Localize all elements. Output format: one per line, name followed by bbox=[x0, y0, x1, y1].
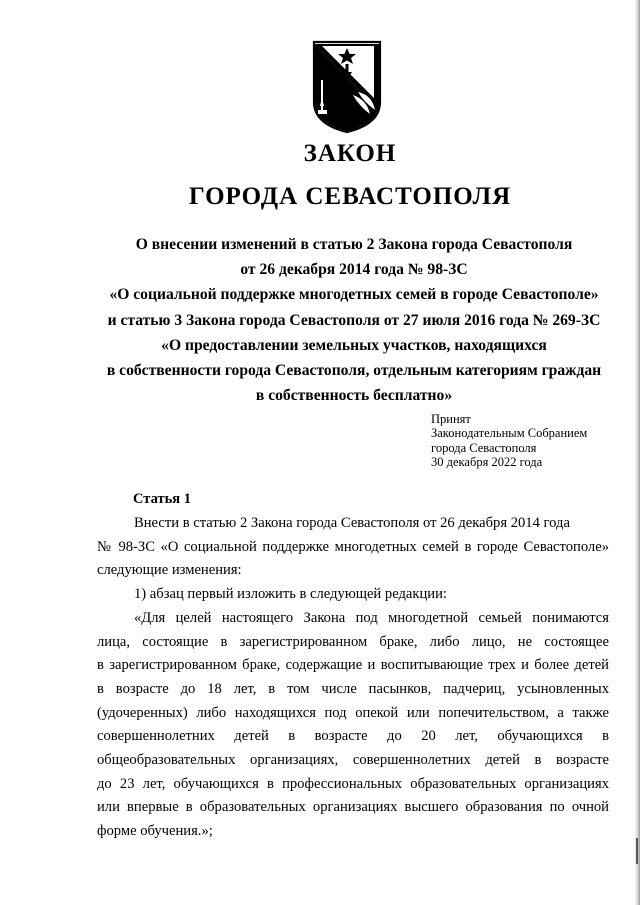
subject-line: О внесении изменений в статью 2 Закона города Севастополя bbox=[135, 236, 573, 253]
body-line: форме обучения.»; bbox=[97, 823, 213, 840]
body-line: Внести в статью 2 Закона города Севастополя от 26 декабря 2014 года bbox=[134, 515, 570, 531]
body-line: совершеннолетних детей в возрасте до 20 лет, обучающихся в bbox=[97, 728, 609, 745]
subject-line: в собственности города Севастополя, отдельным категориям граждан bbox=[106, 362, 602, 380]
body-line: лица, состоящие в зарегистрированном браке, либо лицо, не состоящее bbox=[97, 633, 609, 650]
document-subtitle: ГОРОДА СЕВАСТОПОЛЯ bbox=[188, 183, 512, 210]
article-body bbox=[97, 512, 609, 844]
subject-line: «О социальной поддержке многодетных семей в городе Севастополе» bbox=[109, 286, 599, 304]
body-line: общеобразовательных организациях, совершеннолетних детей в возрасте bbox=[97, 752, 609, 769]
article-heading: Статья 1 bbox=[133, 491, 191, 507]
body-line: или впервые в образовательных организациях высшего образования по очной bbox=[97, 799, 609, 816]
subject-line: «О предоставлении земельных участков, находящихся bbox=[161, 336, 547, 354]
body-line: в возрасте до 18 лет, в том числе пасынков, падчериц, усыновленных bbox=[97, 680, 609, 697]
subject-line: и статью 3 Закона города Севастополя от 27 июля 2016 года № 269-ЗС bbox=[107, 311, 601, 329]
body-line: до 23 лет, обучающихся в профессиональных образовательных организациях bbox=[97, 775, 609, 792]
body-line: (удочеренных) либо находящихся под опекой или попечительством, а также bbox=[97, 704, 609, 721]
body-line: следующие изменения: bbox=[97, 562, 242, 579]
scan-edge bbox=[634, 0, 640, 905]
adoption-date: 30 декабря 2022 года bbox=[431, 454, 543, 469]
subject-line: от 26 декабря 2014 года № 98-ЗС bbox=[240, 261, 468, 279]
document-title: ЗАКОН bbox=[303, 140, 397, 167]
adoption-line: Законодательным Собранием bbox=[431, 426, 588, 441]
body-line: № 98-ЗС «О социальной поддержке многодетных семей в городе Севастополе» bbox=[97, 538, 609, 555]
adoption-block bbox=[431, 412, 631, 469]
law-subject bbox=[84, 232, 624, 408]
subject-line: в собственность бесплатно» bbox=[255, 387, 453, 405]
adoption-line: города Севастополя bbox=[431, 440, 537, 455]
body-line: в зарегистрированном браке, содержащие и воспитывающие трех и более детей bbox=[97, 657, 609, 674]
scan-mark bbox=[636, 838, 638, 864]
adoption-line: Принят bbox=[431, 412, 471, 426]
coat-of-arms-emblem bbox=[312, 40, 382, 134]
body-line: 1) абзац первый изложить в следующей редакции: bbox=[134, 586, 447, 603]
body-line: «Для целей настоящего Закона под многодетной семьей понимаются bbox=[134, 609, 609, 626]
